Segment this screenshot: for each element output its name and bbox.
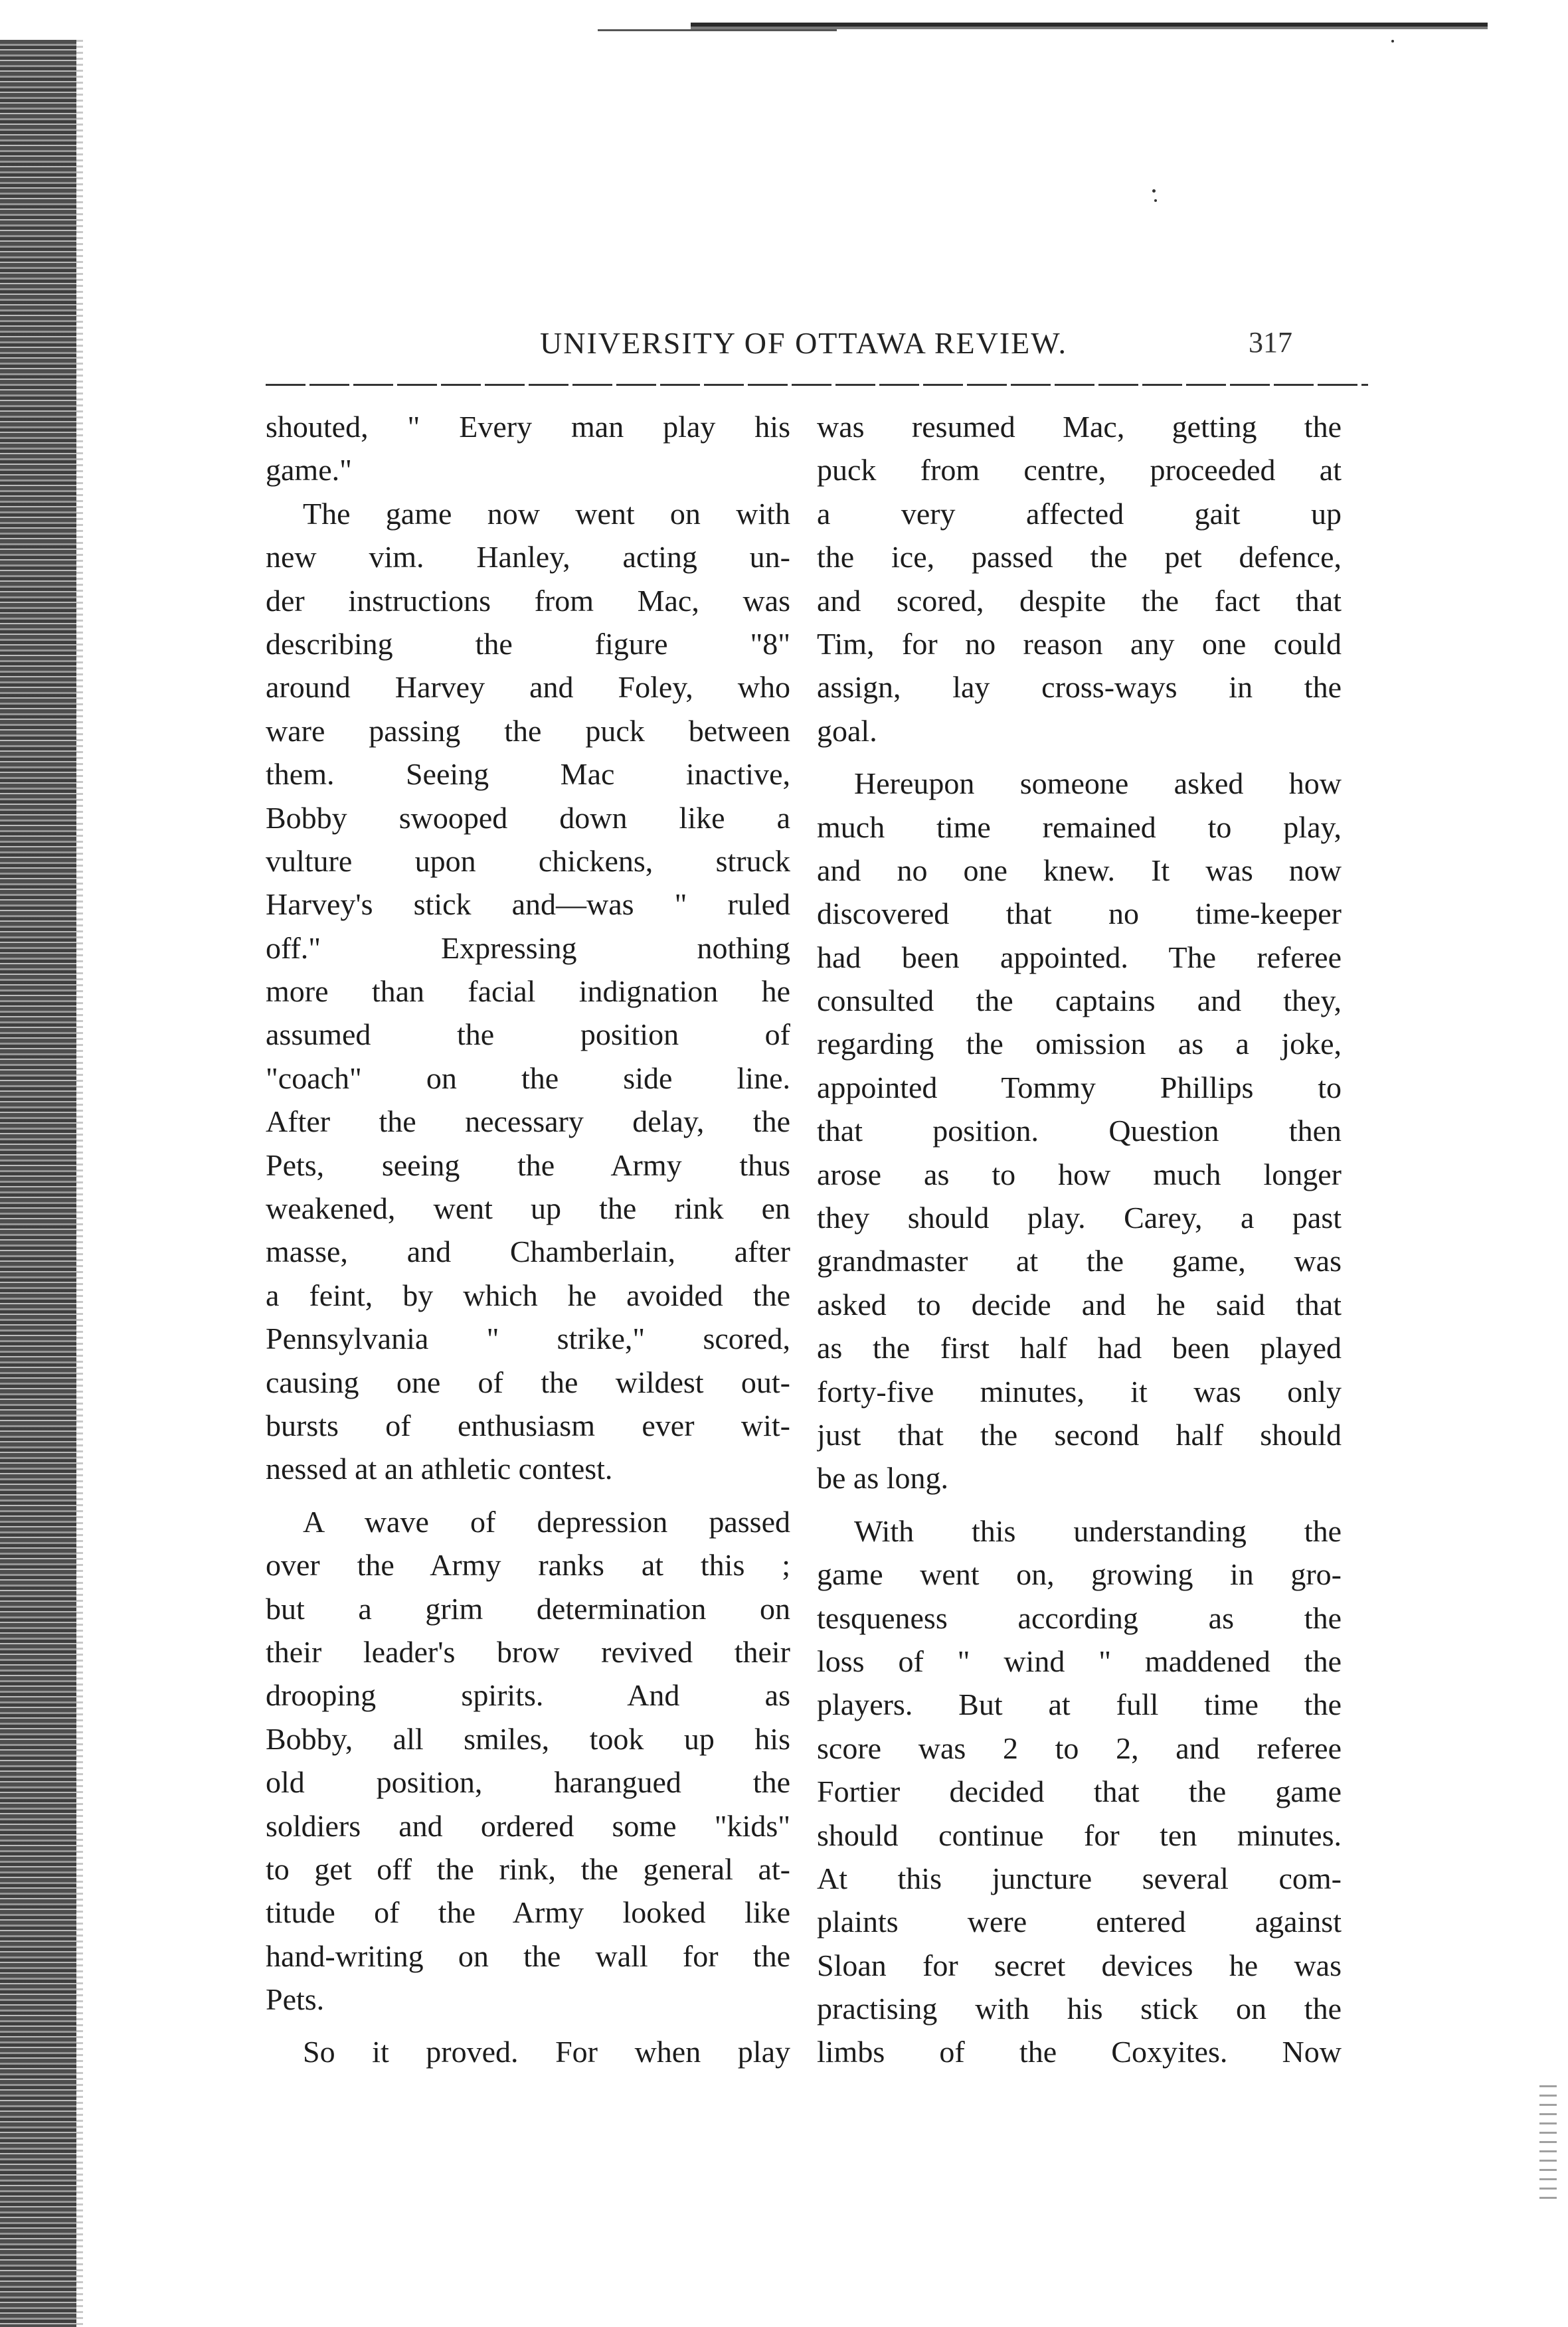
text-line: Hereupon someone asked how bbox=[854, 766, 1342, 801]
text-line: bursts of enthusiasm ever wit- bbox=[266, 1408, 790, 1442]
text-line: assign, lay cross-ways in the bbox=[817, 670, 1342, 705]
text-line: old position, harangued the bbox=[266, 1765, 790, 1800]
text-line: causing one of the wildest out- bbox=[266, 1365, 790, 1399]
text-line: titude of the Army looked like bbox=[266, 1895, 790, 1930]
text-line: hand-writing on the wall for the bbox=[266, 1939, 790, 1973]
scan-speck bbox=[1391, 40, 1394, 43]
text-line: game." bbox=[266, 453, 352, 487]
text-line: over the Army ranks at this ; bbox=[266, 1548, 790, 1583]
text-line: that position. Question then bbox=[817, 1114, 1342, 1148]
top-scan-artifact-line bbox=[598, 29, 837, 31]
text-line: practising with his stick on the bbox=[817, 1992, 1342, 2026]
text-line: Harvey's stick and—was " ruled bbox=[266, 887, 790, 922]
text-line: nessed at an athletic contest. bbox=[266, 1452, 613, 1486]
scan-speck bbox=[1152, 189, 1156, 193]
page-gutter-shadow bbox=[76, 40, 83, 2327]
text-line: plaints were entered against bbox=[817, 1905, 1342, 1939]
text-line: players. But at full time the bbox=[817, 1687, 1342, 1722]
text-line: discovered that no time-keeper bbox=[817, 897, 1342, 931]
right-margin-scan-marks bbox=[1539, 2085, 1557, 2205]
text-line: them. Seeing Mac inactive, bbox=[266, 757, 790, 792]
text-line: but a grim determination on bbox=[266, 1591, 790, 1626]
right-text-column bbox=[817, 405, 1342, 2074]
text-line: At this juncture several com- bbox=[817, 1861, 1342, 1895]
text-line: tesqueness according as the bbox=[817, 1600, 1342, 1635]
text-line: off." Expressing nothing bbox=[266, 930, 790, 965]
text-line: asked to decide and he said that bbox=[817, 1287, 1342, 1322]
text-line: as the first half had been played bbox=[817, 1331, 1342, 1365]
text-line: regarding the omission as a joke, bbox=[817, 1027, 1342, 1061]
text-line: vulture upon chickens, struck bbox=[266, 843, 790, 878]
text-line: forty-five minutes, it was only bbox=[817, 1374, 1342, 1409]
text-line: grandmaster at the game, was bbox=[817, 1244, 1342, 1278]
text-line: Pets. bbox=[266, 1982, 325, 2017]
page-number: 317 bbox=[1249, 326, 1292, 359]
text-line: should continue for ten minutes. bbox=[817, 1818, 1342, 1852]
text-line: Pets, seeing the Army thus bbox=[266, 1148, 790, 1182]
text-line: Pennsylvania " strike," scored, bbox=[266, 1322, 790, 1356]
text-line: Sloan for secret devices he was bbox=[817, 1948, 1342, 1982]
text-line: arose as to how much longer bbox=[817, 1157, 1342, 1191]
text-line: to get off the rink, the general at- bbox=[266, 1852, 790, 1886]
text-line: The game now went on with bbox=[303, 496, 790, 531]
text-line: puck from centre, proceeded at bbox=[817, 453, 1342, 487]
text-line: was resumed Mac, getting the bbox=[817, 410, 1342, 444]
text-line: Tim, for no reason any one could bbox=[817, 626, 1342, 661]
text-line: A wave of depression passed bbox=[303, 1504, 790, 1539]
text-line: describing the figure "8" bbox=[266, 626, 790, 661]
left-text-column bbox=[266, 405, 790, 2074]
text-line: a feint, by which he avoided the bbox=[266, 1278, 790, 1312]
text-line: and no one knew. It was now bbox=[817, 853, 1342, 887]
journal-title: UNIVERSITY OF OTTAWA REVIEW. bbox=[540, 326, 1067, 360]
text-line: score was 2 to 2, and referee bbox=[817, 1731, 1342, 1765]
header-rule bbox=[266, 384, 1368, 386]
text-line: around Harvey and Foley, who bbox=[266, 670, 790, 705]
text-line: a very affected gait up bbox=[817, 496, 1342, 531]
text-line: had been appointed. The referee bbox=[817, 940, 1342, 974]
text-line: drooping spirits. And as bbox=[266, 1678, 790, 1713]
text-line: appointed Tommy Phillips to bbox=[817, 1070, 1342, 1104]
text-line: their leader's brow revived their bbox=[266, 1634, 790, 1669]
text-line: soldiers and ordered some "kids" bbox=[266, 1808, 790, 1843]
text-line: Bobby, all smiles, took up his bbox=[266, 1721, 790, 1756]
text-line: der instructions from Mac, was bbox=[266, 583, 790, 618]
text-line: consulted the captains and they, bbox=[817, 984, 1342, 1018]
text-line: the ice, passed the pet defence, bbox=[817, 540, 1342, 574]
text-line: assumed the position of bbox=[266, 1017, 790, 1052]
text-line: loss of " wind " maddened the bbox=[817, 1644, 1342, 1678]
text-line: be as long. bbox=[817, 1461, 949, 1496]
text-line: Fortier decided that the game bbox=[817, 1774, 1342, 1809]
text-line: game went on, growing in gro- bbox=[817, 1557, 1342, 1592]
text-line: and scored, despite the fact that bbox=[817, 583, 1342, 618]
text-line: goal. bbox=[817, 713, 877, 748]
running-header bbox=[0, 325, 1568, 365]
text-line: more than facial indignation he bbox=[266, 974, 790, 1009]
text-line: "coach" on the side line. bbox=[266, 1061, 790, 1095]
text-line: much time remained to play, bbox=[817, 810, 1342, 844]
text-line: weakened, went up the rink en bbox=[266, 1191, 790, 1226]
text-line: shouted, " Every man play his bbox=[266, 410, 790, 444]
text-line: So it proved. For when play bbox=[303, 2035, 790, 2069]
text-line: masse, and Chamberlain, after bbox=[266, 1235, 790, 1269]
text-line: After the necessary delay, the bbox=[266, 1104, 790, 1139]
text-line: limbs of the Coxyites. Now bbox=[817, 2035, 1342, 2069]
text-line: With this understanding the bbox=[854, 1513, 1342, 1548]
text-line: new vim. Hanley, acting un- bbox=[266, 540, 790, 574]
text-line: ware passing the puck between bbox=[266, 713, 790, 748]
book-spine-scan-edge bbox=[0, 40, 76, 2327]
scan-speck bbox=[1154, 199, 1157, 202]
text-line: they should play. Carey, a past bbox=[817, 1201, 1342, 1235]
text-line: just that the second half should bbox=[817, 1417, 1342, 1452]
text-line: Bobby swooped down like a bbox=[266, 800, 790, 835]
